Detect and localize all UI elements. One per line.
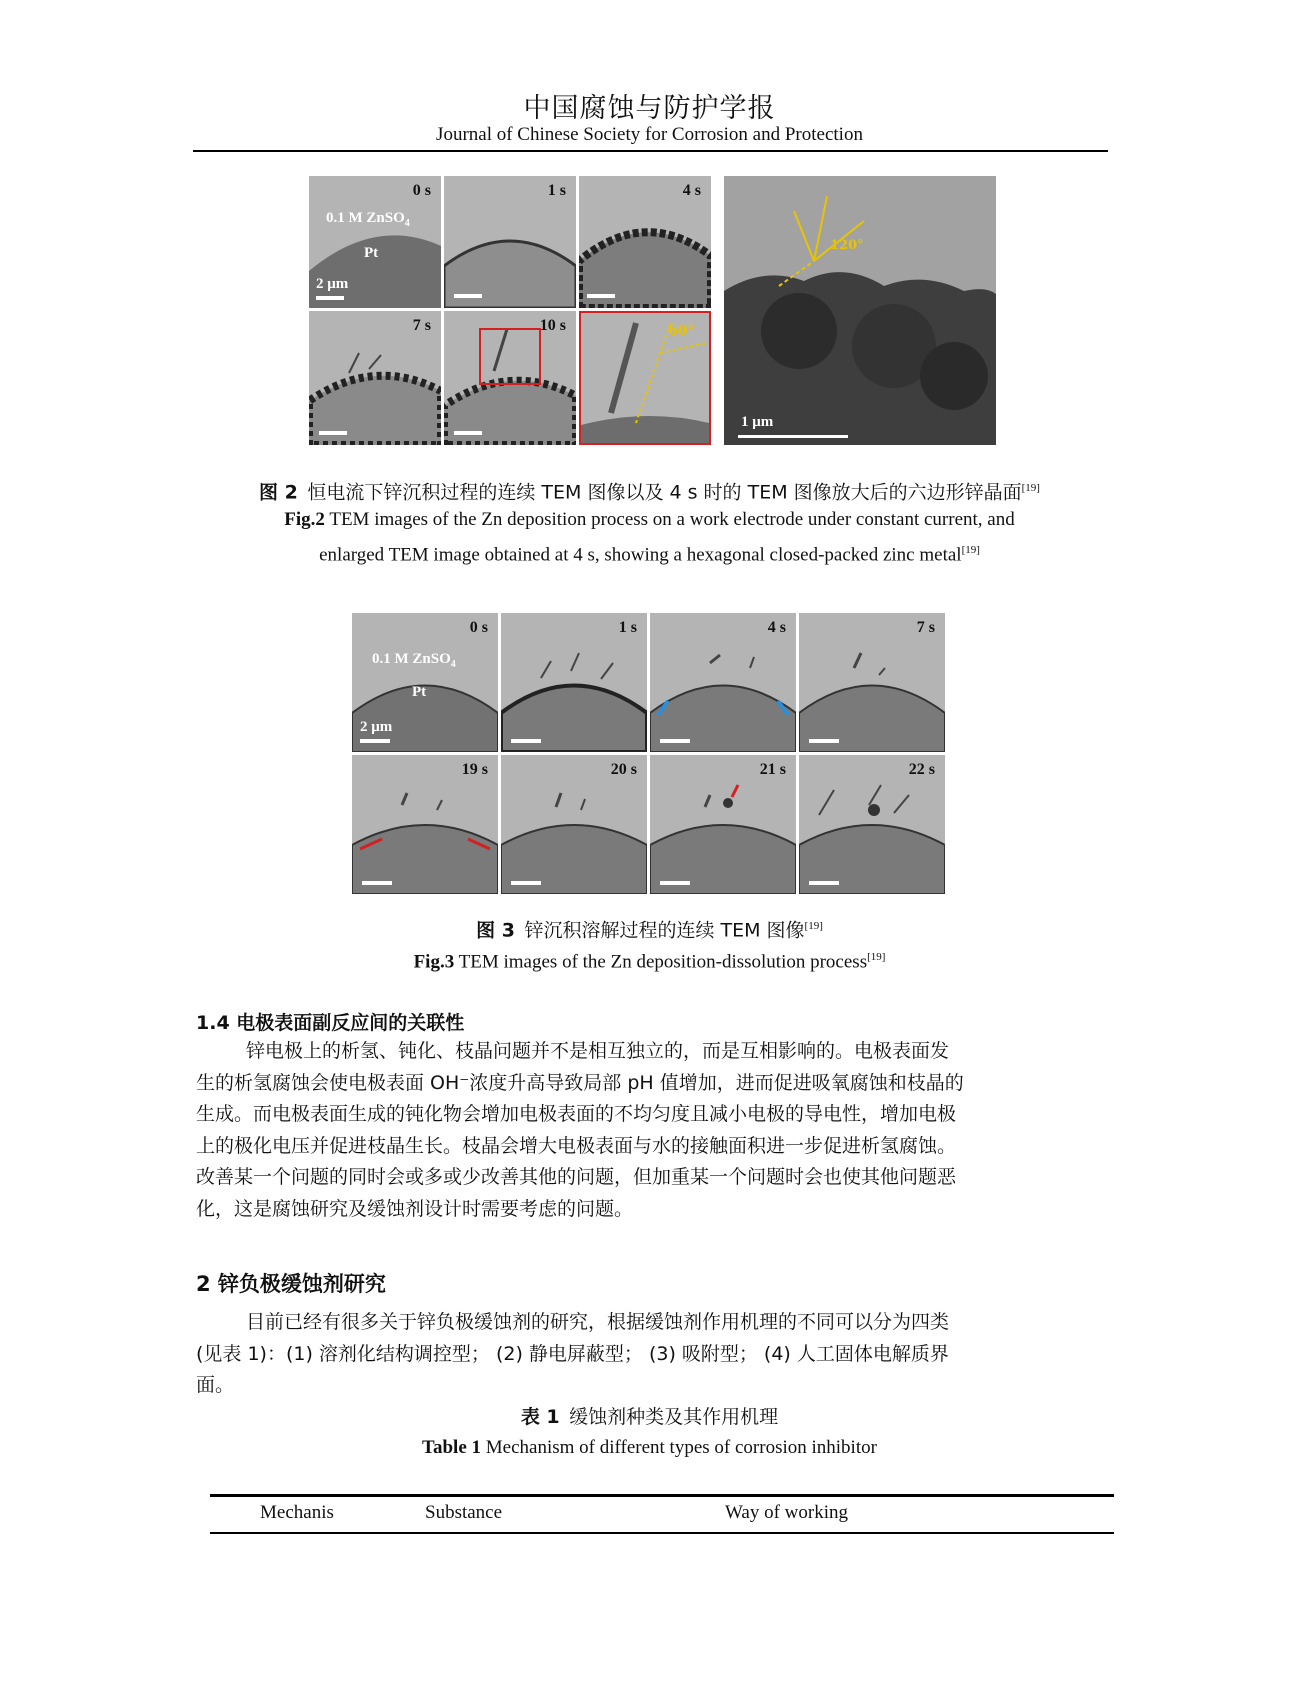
fig3-time-label: 22 s: [908, 761, 935, 778]
fig2-time-label: 7 s: [412, 317, 431, 334]
fig3-time-label: 19 s: [461, 761, 488, 778]
fig2-caption-en-1: Fig.2 TEM images of the Zn deposition process on a work electrode under constant current, and: [284, 509, 1015, 530]
fig3-time-label: 20 s: [610, 761, 637, 778]
fig2-scale-bar: [454, 294, 482, 298]
table-header-row: [210, 1496, 1114, 1529]
fig2-scale-bar-large: [738, 435, 848, 438]
fig3-scale-text: 2 μm: [360, 719, 393, 735]
section-2-body: [196, 1307, 1101, 1402]
fig2-scale-bar: [319, 431, 347, 435]
fig3-panel-21s: [650, 755, 796, 894]
fig3-caption-cn: 图 3 锌沉积溶解过程的连续 TEM 图像[19]: [476, 919, 823, 942]
section-2-title: 2 锌负极缓蚀剂研究: [196, 1272, 386, 1296]
fig2-scale-bar: [454, 431, 482, 435]
table1-caption-en: Table 1 Mechanism of different types of corrosion inhibitor: [422, 1437, 877, 1458]
section-1-4-body: [196, 1036, 1101, 1225]
fig3-panel-19s: [352, 755, 498, 894]
fig3-panel-1s: [501, 613, 647, 752]
fig2-caption-en-2: enlarged TEM image obtained at 4 s, showing a hexagonal closed-packed zinc metal[19]: [319, 544, 980, 566]
fig2-time-label: 10 s: [539, 317, 566, 334]
fig2-panel-enlarged: [724, 176, 996, 445]
fig2-time-label: 0 s: [412, 182, 431, 199]
fig3-panel-20s: [501, 755, 647, 894]
table1-caption-cn: 表 1 缓蚀剂种类及其作用机理: [520, 1406, 779, 1428]
fig3-scale-bar: [809, 739, 839, 743]
fig3-scale-bar: [360, 739, 390, 743]
paragraph-line: 生成。而电极表面生成的钝化物会增加电极表面的不均匀度且减小电极的导电性，增加电极: [196, 1103, 957, 1125]
fig2-scale-text-large: 1 μm: [741, 414, 774, 430]
fig3-scale-bar: [362, 881, 392, 885]
fig3-time-label: 0 s: [469, 619, 488, 636]
fig3-panel-7s: [799, 613, 945, 752]
table-col-way-of-working: Way of working: [725, 1502, 848, 1523]
fig2-time-label: 1 s: [547, 182, 566, 199]
table1: [210, 1496, 1114, 1529]
fig3-time-label: 21 s: [759, 761, 786, 778]
paragraph-line: 面。: [196, 1374, 235, 1396]
fig3-scale-bar: [511, 881, 541, 885]
fig2-angle-120: 120°: [830, 238, 864, 253]
paragraph-line: 锌电极上的析氢、钝化、枝晶问题并不是相互独立的，而是互相影响的。电极表面发: [246, 1040, 950, 1062]
fig2-panel-7s: [309, 311, 441, 445]
fig2-panel-10s: [444, 311, 576, 445]
fig2-scale-text: 2 μm: [316, 276, 349, 292]
fig3-time-label: 4 s: [767, 619, 786, 636]
fig3-scale-bar: [809, 881, 839, 885]
fig3-panel-0s: [352, 613, 498, 752]
fig3-caption-en: Fig.3 TEM images of the Zn deposition-dissolution process[19]: [413, 951, 886, 973]
fig3-panel-4s: [650, 613, 796, 752]
fig2-panel-4s: [579, 176, 711, 308]
header-rule: [193, 150, 1108, 152]
fig3-electrode-label: Pt: [412, 684, 427, 700]
fig2-panel-1s: [444, 176, 576, 308]
table1-header-rule: [210, 1532, 1114, 1534]
fig3-scale-bar: [660, 739, 690, 743]
fig2-solution-label: 0.1 M ZnSO$_4$: [326, 210, 410, 229]
paragraph-line: (见表 1)：(1) 溶剂化结构调控型； (2) 静电屏蔽型； (3) 吸附型； (4) 人工固体电解质界: [196, 1342, 949, 1365]
fig2-scale-bar: [587, 294, 615, 298]
section-1-4-title: 1.4 电极表面副反应间的关联性: [196, 1012, 465, 1034]
paragraph-line: 上的极化电压并促进枝晶生长。枝晶会增大电极表面与水的接触面积进一步促进析氢腐蚀。: [196, 1134, 957, 1157]
paragraph-line: 化，这是腐蚀研究及缓蚀剂设计时需要考虑的问题。: [196, 1197, 634, 1220]
fig3-scale-bar: [511, 739, 541, 743]
table-col-mechanism: Mechanis: [260, 1502, 334, 1523]
fig3-time-label: 7 s: [916, 619, 935, 636]
fig3-solution-label: 0.1 M ZnSO$_4$: [372, 651, 456, 670]
fig2-time-label: 4 s: [682, 182, 701, 199]
journal-title-cn: 中国腐蚀与防护学报: [523, 93, 776, 124]
fig2-panel-0s: [309, 176, 441, 308]
fig3-scale-bar: [660, 881, 690, 885]
paragraph-line: 目前已经有很多关于锌负极缓蚀剂的研究，根据缓蚀剂作用机理的不同可以分为四类: [246, 1311, 950, 1333]
fig2-angle-60: 60°: [668, 323, 695, 339]
fig2-panel-zoom: [579, 311, 711, 445]
journal-title-en: Journal of Chinese Society for Corrosion and Protection: [436, 124, 863, 145]
paragraph-line: 改善某一个问题的同时会或多或少改善其他的问题，但加重某一个问题时会也使其他问题恶: [196, 1166, 957, 1188]
fig2-caption-cn: 图 2 恒电流下锌沉积过程的连续 TEM 图像以及 4 s 时的 TEM 图像放大后的六边形锌晶面[19]: [259, 481, 1040, 504]
fig2-scale-bar: [316, 296, 344, 300]
paragraph-line: 生的析氢腐蚀会使电极表面 OH⁻浓度升高导致局部 pH 值增加，进而促进吸氧腐蚀和枝晶的: [196, 1071, 964, 1094]
table-col-substance: Substance: [425, 1502, 503, 1523]
fig3-panel-22s: [799, 755, 945, 894]
fig3-time-label: 1 s: [618, 619, 637, 636]
fig2-electrode-label: Pt: [364, 245, 379, 261]
